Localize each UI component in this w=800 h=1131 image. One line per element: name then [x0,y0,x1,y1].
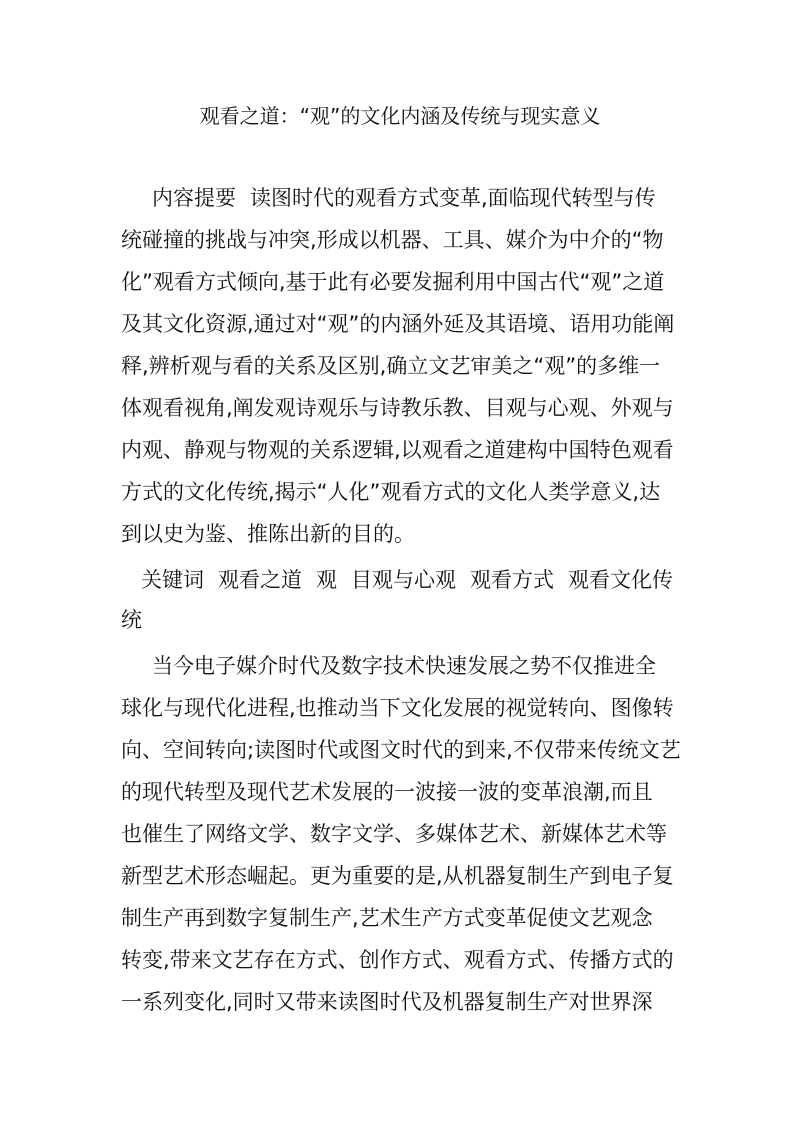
keyword-item: 观看文化传 [568,568,673,592]
body-paragraph-line: 向、空间转向;读图时代或图文时代的到来,不仅带来传统文艺 [121,738,681,762]
body-paragraph-line: 转变,带来文艺存在方式、创作方式、观看方式、传播方式的 [121,948,674,972]
abstract-line: 统碰撞的挑战与冲突,形成以机器、工具、媒介为中介的“物 [121,228,664,252]
keyword-item: 观看之道 [218,568,302,592]
body-paragraph-line: 球化与现代化进程,也推动当下文化发展的视觉转向、图像转 [121,696,674,720]
body-paragraph-line: 的现代转型及现代艺术发展的一波接一波的变革浪潮,而且 [121,780,653,804]
abstract-line: 化”观看方式倾向,基于此有必要发掘利用中国古代“观”之道 [121,270,665,294]
body-paragraph-line: 制生产再到数字复制生产,艺术生产方式变革促使文艺观念 [121,906,653,930]
abstract-label: 内容提要 [152,186,236,210]
keywords-label: 关键词 [141,568,204,592]
abstract-line: 释,辨析观与看的关系及区别,确立文艺审美之“观”的多维一 [121,354,661,378]
abstract-line: 内观、静观与物观的关系逻辑,以观看之道建构中国特色观看 [121,438,674,462]
abstract-line: 方式的文化传统,揭示“人化”观看方式的文化人类学意义,达 [121,480,661,504]
keyword-item: 目观与心观 [351,568,456,592]
keywords-line [141,560,673,600]
keywords-continuation: 统 [121,608,142,632]
body-paragraph-line: 当今电子媒介时代及数字技术快速发展之势不仅推进全 [152,654,656,678]
keyword-item: 观看方式 [470,568,554,592]
abstract-line: 体观看视角,阐发观诗观乐与诗教乐教、目观与心观、外观与 [121,396,674,420]
body-paragraph-line: 新型艺术形态崛起。更为重要的是,从机器复制生产到电子复 [121,864,674,888]
document-title: 观看之道：“观”的文化内涵及传统与现实意义 [199,104,601,128]
abstract-line: 及其文化资源,通过对“观”的内涵外延及其语境、语用功能阐 [121,312,675,336]
abstract-line: 到以史为鉴、推陈出新的目的。 [121,522,415,546]
abstract-first-line [152,178,656,218]
keyword-item: 观 [316,568,337,592]
body-paragraph-line: 也催生了网络文学、数字文学、多媒体艺术、新媒体艺术等 [121,822,667,846]
abstract-line: 读图时代的观看方式变革,面临现代转型与传 [250,186,656,210]
body-paragraph-line: 一系列变化,同时又带来读图时代及机器复制生产对世界深 [121,990,653,1014]
